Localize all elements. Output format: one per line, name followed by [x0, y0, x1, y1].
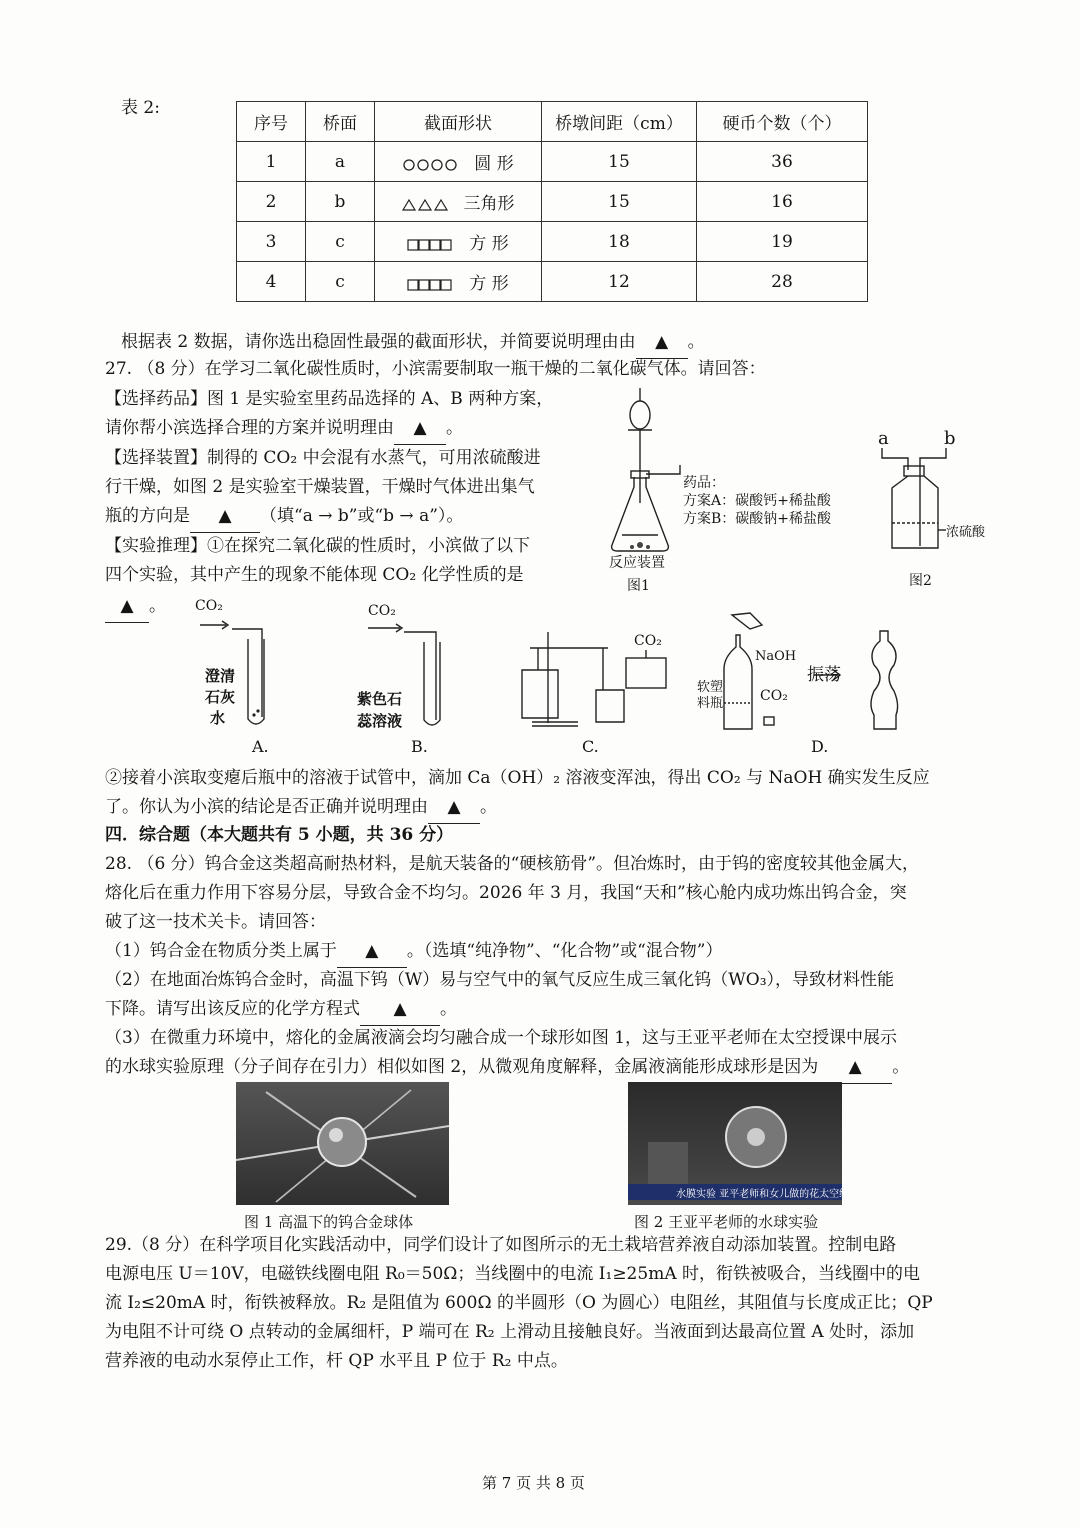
liquid-label: 澄清 [205, 667, 236, 685]
table-header-row [237, 102, 868, 142]
section-heading: 四．综合题（本大题共有 5 小题，共 36 分） [105, 825, 454, 845]
question-text: 29.（8 分）在科学项目化实践活动中，同学们设计了如图所示的无土栽培营养液自动添加装置。控制电路 [105, 1235, 897, 1255]
question-text: 了。你认为小滨的结论是否正确并说明理由 ▲ 。 [105, 791, 497, 824]
answer-blank[interactable]: ▲ [190, 500, 260, 533]
figure-label: 方案A：碳酸钙+稀盐酸 [683, 493, 831, 509]
question-text: 破了这一技术关卡。请回答： [105, 912, 326, 932]
water-ball-photo [628, 1082, 860, 1205]
question-text: 根据表 2 数据，请你选出稳固性最强的截面形状，并简要说明理由由 ▲ 。 [121, 326, 705, 359]
co2-label: CO₂ [634, 633, 662, 649]
sphere-illustration [236, 1082, 449, 1205]
question-text: 流 I₂≤20mA 时，衔铁被释放。R₂ 是阻值为 600Ω 的半圆形（O 为圆心）电阻丝，其阻值与长度成正比；QP [105, 1293, 933, 1313]
shape-name: 三角形 [463, 194, 515, 214]
question-text: （3）在微重力环境中，熔化的金属液滴会均匀融合成一个球形如图 1，这与王亚平老师在太空授课中展示 [105, 1028, 898, 1048]
question-text: （2）在地面冶炼钨合金时，高温下钨（W）易与空气中的氧气反应生成三氧化钨（WO₃），导致材料性能 [105, 970, 895, 990]
table-cell: 19 [697, 222, 868, 262]
question-text: 【实验推理】①在探究二氧化碳的性质时，小滨做了以下 [105, 536, 530, 556]
answer-blank[interactable]: ▲ [337, 935, 407, 968]
question-text: 下降。请写出该反应的化学方程式 ▲ 。 [105, 993, 457, 1026]
data-table [236, 101, 868, 302]
question-text: 四个实验，其中产生的现象不能体现 CO₂ 化学性质的是 [105, 565, 524, 585]
question-text: 【选择药品】图 1 是实验室里药品选择的 A、B 两种方案， [105, 389, 554, 409]
table-cell: c [306, 262, 375, 302]
option-label: D. [811, 737, 829, 756]
table-cell: 2 [237, 182, 306, 222]
answer-blank[interactable]: ▲ [360, 993, 440, 1026]
table-row [237, 222, 868, 262]
table-cell: 12 [542, 262, 697, 302]
table-cell: 3 [237, 222, 306, 262]
figure-label: a [878, 428, 889, 449]
table-header: 截面形状 [375, 102, 542, 142]
option-label: A. [252, 737, 269, 756]
table-cell [375, 262, 542, 302]
table-cell: 15 [542, 182, 697, 222]
table-cell [375, 222, 542, 262]
table-header: 桥面 [306, 102, 375, 142]
co2-label: CO₂ [368, 603, 396, 619]
table-cell: 16 [697, 182, 868, 222]
figure-label: b [944, 428, 956, 449]
table-cell [375, 142, 542, 182]
co2-label: CO₂ [195, 598, 223, 614]
question-text: ▲ 。 [105, 590, 166, 623]
square-shape-icon [407, 239, 455, 251]
question-text: 瓶的方向是 ▲ （填“a → b”或“b → a”）。 [105, 500, 463, 533]
table-header: 序号 [237, 102, 306, 142]
table-cell: 4 [237, 262, 306, 302]
table-cell [375, 182, 542, 222]
table-cell: b [306, 182, 375, 222]
table-row [237, 262, 868, 302]
table-header: 桥墩间距（cm） [542, 102, 697, 142]
question-text: 请你帮小滨选择合理的方案并说明理由 ▲ 。 [105, 412, 463, 445]
triangle-shape-icon [402, 199, 450, 211]
question-text: 28. （6 分）钨合金这类超高耐热材料，是航天装备的“硬核筋骨”。但冶炼时，由于钨的密度较其他金属大， [105, 854, 920, 874]
liquid-label: 紫色石 [357, 690, 403, 708]
answer-blank[interactable]: ▲ [105, 590, 149, 623]
co2-label: CO₂ [760, 688, 788, 704]
liquid-label: 水 [210, 709, 226, 727]
reagent-label: NaOH [755, 649, 797, 664]
question-text: 电源电压 U＝10V，电磁铁线圈电阻 R₀＝50Ω；当线圈中的电流 I₁≥25mA 时，衔铁被吸合，当线圈中的电 [105, 1264, 920, 1284]
figure-caption: 图 2 王亚平老师的水球实验 [634, 1213, 819, 1231]
figure-label: 浓硫酸 [946, 525, 986, 540]
table-cell: 15 [542, 142, 697, 182]
table-cell: 36 [697, 142, 868, 182]
question-text: 行干燥，如图 2 是实验室干燥装置，干燥时气体进出集气 [105, 477, 535, 497]
answer-blank[interactable]: ▲ [428, 791, 480, 824]
table-label: 表 2: [121, 98, 160, 118]
question-text: 【选择装置】制得的 CO₂ 中会混有水蒸气，可用浓硫酸进 [105, 448, 541, 468]
shape-name: 方 形 [469, 274, 509, 294]
page-footer: 第 7 页 共 8 页 [482, 1474, 585, 1492]
figure-label: 反应装置 [609, 555, 665, 571]
question-text: 为电阻不计可绕 O 点转动的金属细杆，P 端可在 R₂ 上滑动且接触良好。当液面到达最高位置 A 处时，添加 [105, 1322, 915, 1342]
table-cell: 1 [237, 142, 306, 182]
question-text: 熔化后在重力作用下容易分层，导致合金不均匀。2026 年 3 月，我国“天和”核心舱内成功炼出钨合金，突 [105, 883, 907, 903]
table-cell: 28 [697, 262, 868, 302]
figure-label: 药品： [683, 475, 725, 491]
question-text: 营养液的电动水泵停止工作，杆 QP 水平且 P 位于 R₂ 中点。 [105, 1351, 568, 1371]
question-text: 27. （8 分）在学习二氧化碳性质时，小滨需要制取一瓶干燥的二氧化碳气体。请回答： [105, 359, 766, 379]
shake-label: 振荡 [807, 665, 841, 685]
question-text: ②接着小滨取变瘪后瓶中的溶液于试管中，滴加 Ca（OH）₂ 溶液变浑浊，得出 CO₂ 与 NaOH 确实发生反应 [105, 768, 930, 788]
drying-bottle-figure [870, 448, 960, 558]
table-row [237, 182, 868, 222]
figure-caption: 图 1 高温下的钨合金球体 [244, 1213, 414, 1231]
bottle-label: 软塑 [697, 680, 724, 695]
table-header: 硬币个数（个） [697, 102, 868, 142]
option-label: C. [582, 737, 599, 756]
liquid-label: 石灰 [205, 688, 236, 706]
square-shape-icon [407, 279, 455, 291]
answer-blank[interactable]: ▲ [394, 412, 446, 445]
figure-caption: 图1 [627, 578, 650, 594]
tungsten-sphere-photo [236, 1082, 449, 1205]
table-cell: c [306, 222, 375, 262]
table-row [237, 142, 868, 182]
option-label: B. [411, 737, 428, 756]
figure-caption: 图2 [909, 573, 932, 589]
figure-label: 方案B：碳酸钠+稀盐酸 [683, 511, 832, 527]
table-cell: 18 [542, 222, 697, 262]
question-text: 的水球实验原理（分子间存在引力）相似如图 2，从微观角度解释，金属液滴能形成球形是因为 ▲ 。 [105, 1051, 909, 1084]
answer-blank[interactable]: ▲ [818, 1051, 892, 1084]
liquid-label: 蕊溶液 [357, 712, 403, 730]
circle-shape-icon [402, 159, 460, 171]
shape-name: 圆 形 [474, 154, 514, 174]
bottle-label: 料瓶 [697, 696, 724, 711]
shape-name: 方 形 [469, 234, 509, 254]
reaction-apparatus-figure [600, 385, 690, 575]
answer-blank[interactable]: ▲ [636, 326, 688, 359]
table-cell: a [306, 142, 375, 182]
video-banner: 水膜实验 亚平老师和女儿做的花太空绽开 [676, 1189, 860, 1200]
question-text: （1）钨合金在物质分类上属于 ▲ 。（选填“纯净物”、“化合物”或“混合物”） [105, 935, 722, 968]
